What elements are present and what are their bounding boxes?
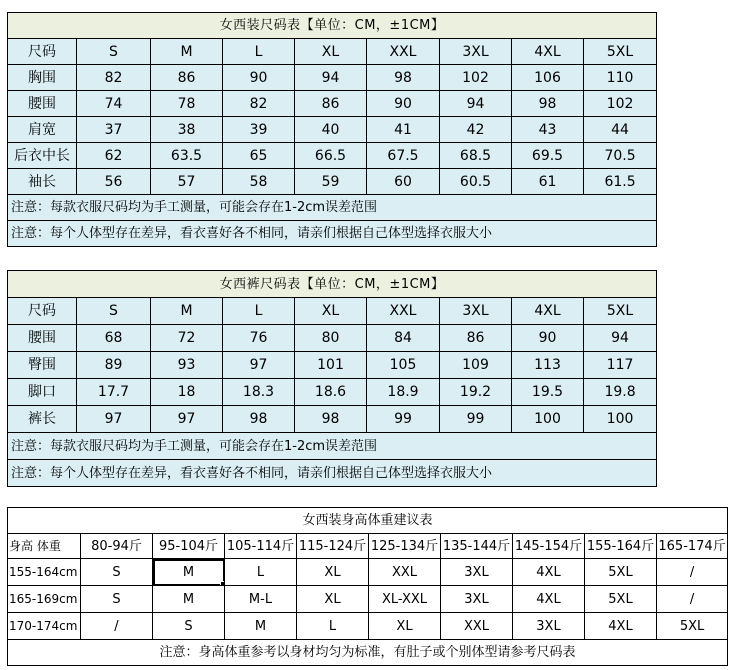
- data-cell[interactable]: 76: [223, 325, 295, 352]
- data-cell[interactable]: 86: [440, 325, 512, 352]
- data-cell[interactable]: 68.5: [440, 143, 512, 169]
- data-cell[interactable]: L: [297, 613, 369, 640]
- data-cell[interactable]: 78: [151, 91, 223, 117]
- data-cell[interactable]: XXL: [369, 559, 441, 586]
- data-cell[interactable]: 41: [367, 117, 440, 143]
- suit-size-body: [8, 13, 657, 247]
- data-cell[interactable]: 61: [512, 169, 584, 195]
- data-cell[interactable]: 56: [77, 169, 151, 195]
- data-cell[interactable]: 80: [295, 325, 367, 352]
- data-cell[interactable]: XL: [297, 586, 369, 613]
- measurement-note[interactable]: 注意：每款衣服尺码均为手工测量，可能会存在1-2cm误差范围: [8, 433, 657, 460]
- header-cell[interactable]: 165-174斤: [657, 534, 728, 559]
- data-cell[interactable]: 40: [295, 117, 367, 143]
- height-weight-table: [7, 507, 728, 666]
- data-cell[interactable]: XL: [369, 613, 441, 640]
- header-cell[interactable]: XL: [295, 39, 367, 65]
- row-label-cell[interactable]: 胸围: [8, 65, 77, 91]
- data-cell[interactable]: 66.5: [295, 143, 367, 169]
- data-cell[interactable]: 3XL: [513, 613, 585, 640]
- data-cell[interactable]: 39: [223, 117, 295, 143]
- data-cell[interactable]: 94: [440, 91, 512, 117]
- data-cell[interactable]: 19.2: [440, 379, 512, 406]
- header-cell[interactable]: 5XL: [584, 39, 657, 65]
- row-label-cell[interactable]: 脚口: [8, 379, 77, 406]
- table-row: [8, 65, 657, 91]
- data-cell[interactable]: 74: [77, 91, 151, 117]
- data-cell[interactable]: 19.5: [512, 379, 584, 406]
- data-cell[interactable]: 18: [151, 379, 223, 406]
- data-cell[interactable]: 70.5: [584, 143, 657, 169]
- data-cell[interactable]: 4XL: [585, 613, 657, 640]
- header-cell[interactable]: 5XL: [584, 298, 657, 325]
- row-label-cell[interactable]: 155-164cm: [8, 559, 81, 586]
- suit-size-table: [7, 12, 657, 247]
- data-cell[interactable]: /: [657, 586, 728, 613]
- data-cell[interactable]: 89: [77, 352, 151, 379]
- data-cell[interactable]: 19.8: [584, 379, 657, 406]
- data-cell[interactable]: 98: [223, 406, 295, 433]
- data-cell[interactable]: 5XL: [585, 586, 657, 613]
- row-label-cell[interactable]: 裤长: [8, 406, 77, 433]
- body-type-note[interactable]: 注意：每个人体型存在差异，看衣喜好各不相同，请亲们根据自己体型选择衣服大小: [8, 221, 657, 247]
- data-cell[interactable]: 105: [367, 352, 440, 379]
- header-cell[interactable]: L: [223, 39, 295, 65]
- data-cell[interactable]: /: [657, 559, 728, 586]
- data-cell[interactable]: S: [81, 559, 153, 586]
- data-cell[interactable]: 5XL: [585, 559, 657, 586]
- data-cell[interactable]: 4XL: [513, 586, 585, 613]
- header-cell[interactable]: S: [77, 298, 151, 325]
- data-cell[interactable]: 42: [440, 117, 512, 143]
- row-label-cell[interactable]: 臀围: [8, 352, 77, 379]
- data-cell[interactable]: 94: [584, 325, 657, 352]
- data-cell[interactable]: 117: [584, 352, 657, 379]
- data-cell[interactable]: 44: [584, 117, 657, 143]
- row-label-cell[interactable]: 腰围: [8, 325, 77, 352]
- data-cell[interactable]: 3XL: [441, 559, 513, 586]
- data-cell[interactable]: 100: [512, 406, 584, 433]
- header-cell[interactable]: M: [151, 298, 223, 325]
- data-cell[interactable]: S: [81, 586, 153, 613]
- table-row: [8, 352, 657, 379]
- data-cell[interactable]: M: [225, 613, 297, 640]
- table-row: [8, 325, 657, 352]
- selected-cell[interactable]: [153, 559, 225, 586]
- header-cell[interactable]: 4XL: [512, 298, 584, 325]
- pants-table-title[interactable]: 女西裤尺码表【单位：CM，±1CM】: [8, 271, 657, 298]
- data-cell[interactable]: 61.5: [584, 169, 657, 195]
- data-cell[interactable]: 4XL: [513, 559, 585, 586]
- data-cell[interactable]: 57: [151, 169, 223, 195]
- header-cell[interactable]: M: [151, 39, 223, 65]
- data-cell[interactable]: 93: [151, 352, 223, 379]
- data-cell[interactable]: 102: [440, 65, 512, 91]
- data-cell[interactable]: 98: [512, 91, 584, 117]
- fill-handle[interactable]: [220, 581, 225, 586]
- data-cell[interactable]: M-L: [225, 586, 297, 613]
- table-row: [8, 559, 728, 586]
- data-cell[interactable]: 113: [512, 352, 584, 379]
- pants-size-body: [8, 271, 657, 487]
- data-cell[interactable]: 17.7: [77, 379, 151, 406]
- row-label-cell[interactable]: 袖长: [8, 169, 77, 195]
- data-cell[interactable]: 86: [295, 91, 367, 117]
- table-row: [8, 143, 657, 169]
- header-cell[interactable]: 135-144斤: [441, 534, 513, 559]
- data-cell[interactable]: 90: [223, 65, 295, 91]
- height-weight-note[interactable]: 注意：身高体重参考以身材均匀为标准，有肚子或个别体型请参考尺码表: [8, 640, 728, 666]
- data-cell[interactable]: 69.5: [512, 143, 584, 169]
- data-cell[interactable]: 58: [223, 169, 295, 195]
- row-label-cell[interactable]: 腰围: [8, 91, 77, 117]
- data-cell[interactable]: 97: [223, 352, 295, 379]
- data-cell[interactable]: S: [153, 613, 225, 640]
- data-cell[interactable]: 65: [223, 143, 295, 169]
- data-cell[interactable]: 62: [77, 143, 151, 169]
- header-cell[interactable]: 尺码: [8, 39, 77, 65]
- row-label-cell[interactable]: 165-169cm: [8, 586, 81, 613]
- data-cell[interactable]: 59: [295, 169, 367, 195]
- data-cell[interactable]: XXL: [441, 613, 513, 640]
- row-label-cell[interactable]: 170-174cm: [8, 613, 81, 640]
- data-cell[interactable]: M: [153, 586, 225, 613]
- data-cell[interactable]: 60.5: [440, 169, 512, 195]
- suit-header-row: [8, 39, 657, 65]
- row-label-cell[interactable]: 肩宽: [8, 117, 77, 143]
- header-cell[interactable]: 3XL: [440, 39, 512, 65]
- body-type-note[interactable]: 注意：每个人体型存在差异，看衣喜好各不相同，请亲们根据自己体型选择衣服大小: [8, 460, 657, 487]
- data-cell[interactable]: L: [225, 559, 297, 586]
- data-cell[interactable]: 5XL: [657, 613, 728, 640]
- header-cell[interactable]: L: [223, 298, 295, 325]
- header-cell[interactable]: 95-104斤: [153, 534, 225, 559]
- data-cell[interactable]: 72: [151, 325, 223, 352]
- header-cell[interactable]: 4XL: [512, 39, 584, 65]
- header-cell[interactable]: 80-94斤: [81, 534, 153, 559]
- data-cell[interactable]: 37: [77, 117, 151, 143]
- table-row: [8, 613, 728, 640]
- data-cell[interactable]: 67.5: [367, 143, 440, 169]
- suit-table-title[interactable]: 女西装尺码表【单位：CM，±1CM】: [8, 13, 657, 39]
- data-cell[interactable]: 18.6: [295, 379, 367, 406]
- data-cell[interactable]: 98: [367, 65, 440, 91]
- data-cell[interactable]: /: [81, 613, 153, 640]
- header-cell[interactable]: 尺码: [8, 298, 77, 325]
- data-cell[interactable]: 63.5: [151, 143, 223, 169]
- data-cell[interactable]: 101: [295, 352, 367, 379]
- data-cell[interactable]: 98: [295, 406, 367, 433]
- data-cell[interactable]: 100: [584, 406, 657, 433]
- pants-header-row: [8, 298, 657, 325]
- header-cell[interactable]: XXL: [367, 39, 440, 65]
- table-row: [8, 91, 657, 117]
- measurement-note[interactable]: 注意：每款衣服尺码均为手工测量，可能会存在1-2cm误差范围: [8, 195, 657, 221]
- data-cell[interactable]: 109: [440, 352, 512, 379]
- header-cell[interactable]: XL: [295, 298, 367, 325]
- data-cell[interactable]: 90: [512, 325, 584, 352]
- data-cell[interactable]: 97: [77, 406, 151, 433]
- data-cell[interactable]: 18.9: [367, 379, 440, 406]
- header-cell[interactable]: 145-154斤: [513, 534, 585, 559]
- height-weight-header-row: [8, 534, 728, 559]
- data-cell[interactable]: 18.3: [223, 379, 295, 406]
- data-cell[interactable]: 68: [77, 325, 151, 352]
- table-row: [8, 117, 657, 143]
- header-cell[interactable]: S: [77, 39, 151, 65]
- height-weight-title[interactable]: 女西装身高体重建议表: [8, 508, 728, 534]
- data-cell[interactable]: 3XL: [441, 586, 513, 613]
- data-cell[interactable]: 106: [512, 65, 584, 91]
- data-cell[interactable]: 84: [367, 325, 440, 352]
- data-cell[interactable]: 110: [584, 65, 657, 91]
- cell-text: M: [182, 564, 195, 580]
- data-cell[interactable]: XL: [297, 559, 369, 586]
- table-row: [8, 406, 657, 433]
- table-row: [8, 169, 657, 195]
- header-cell[interactable]: 125-134斤: [369, 534, 441, 559]
- data-cell[interactable]: 99: [367, 406, 440, 433]
- data-cell[interactable]: 38: [151, 117, 223, 143]
- data-cell[interactable]: 86: [151, 65, 223, 91]
- data-cell[interactable]: 99: [440, 406, 512, 433]
- data-cell[interactable]: 60: [367, 169, 440, 195]
- header-cell[interactable]: 105-114斤: [225, 534, 297, 559]
- header-cell[interactable]: 3XL: [440, 298, 512, 325]
- height-weight-body: [8, 508, 728, 666]
- data-cell[interactable]: 90: [367, 91, 440, 117]
- header-cell[interactable]: 155-164斤: [585, 534, 657, 559]
- data-cell[interactable]: 102: [584, 91, 657, 117]
- pants-size-table: [7, 270, 657, 487]
- data-cell[interactable]: 94: [295, 65, 367, 91]
- table-row: [8, 379, 657, 406]
- data-cell[interactable]: 82: [77, 65, 151, 91]
- header-cell[interactable]: XXL: [367, 298, 440, 325]
- data-cell[interactable]: 43: [512, 117, 584, 143]
- data-cell[interactable]: XL-XXL: [369, 586, 441, 613]
- row-label-cell[interactable]: 后衣中长: [8, 143, 77, 169]
- data-cell[interactable]: 97: [151, 406, 223, 433]
- table-row: [8, 586, 728, 613]
- data-cell[interactable]: 82: [223, 91, 295, 117]
- header-cell[interactable]: 身高 体重: [8, 534, 81, 559]
- header-cell[interactable]: 115-124斤: [297, 534, 369, 559]
